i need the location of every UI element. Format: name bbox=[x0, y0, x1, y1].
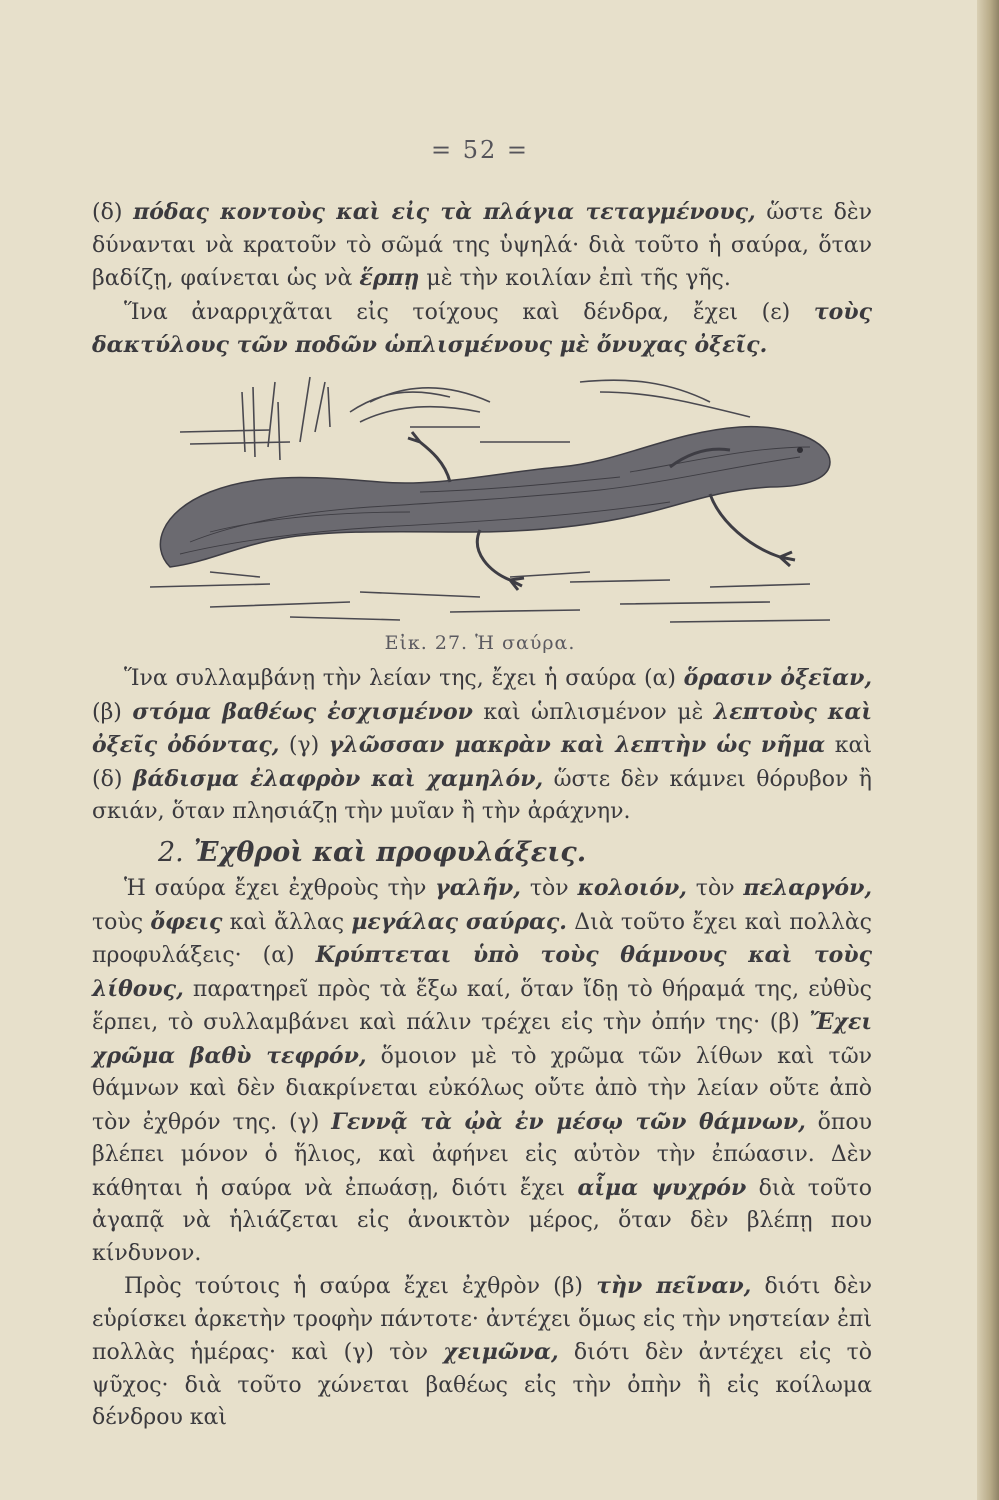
page-edge bbox=[977, 0, 999, 1500]
text-block-bottom bbox=[92, 872, 872, 1435]
figure-caption: Εἰκ. 27. Ἡ σαύρα. bbox=[384, 632, 576, 654]
lizard-illustration bbox=[150, 372, 840, 627]
paragraph-claws: Ἵνα ἀναρριχᾶται εἰς τοίχους καὶ δένδρα, ἔχει (ε) τοὺς δακτύλους τῶν ποδῶν ὡπλισμένους μὲ ὄνυχας ὀξεῖς. bbox=[92, 298, 872, 358]
section-heading bbox=[158, 837, 586, 868]
paragraph-prey: Ἵνα συλλαμβάνῃ τὴν λείαν της, ἔχει ἡ σαύρα (α) ὅρασιν ὀξεῖαν, (β) στόμα βαθέως ἐσχισμένον καὶ ὡπλισμένον μὲ λεπτοὺς καὶ ὀξεῖς ὀδόντας, (γ) γλῶσσαν μακρὰν καὶ λεπτὴν ὡς νῆμα καὶ (δ) βάδισμα ἐλαφρὸν καὶ χαμηλόν, ὥστε δὲν κάμνει θόρυβον ἢ σκιάν, ὅταν πλησιάζῃ τὴν μυῖαν ἢ τὴν ἀράχνην. bbox=[92, 665, 872, 824]
text-block-middle bbox=[92, 662, 872, 829]
text-block-top bbox=[92, 196, 872, 363]
page-number: = 52 = bbox=[430, 136, 529, 164]
paragraph-hunger-winter: Πρὸς τούτοις ἡ σαύρα ἔχει ἐχθρὸν (β) τὴν πεῖναν, διότι δὲν εὑρίσκει ἀρκετὴν τροφὴν πάντοτε· ἀντέχει ὅμως εἰς τὴν νηστείαν ἐπὶ πολλὰς ἡμέρας· καὶ (γ) τὸν χειμῶνα, διότι δὲν ἀντέχει εἰς τὸ ψῦχος· διὰ τοῦτο χώνεται βαθέως εἰς τὴν ὀπὴν ἢ εἰς κοίλωμα δένδρου καὶ bbox=[92, 1273, 872, 1430]
section-number: 2. bbox=[158, 837, 184, 868]
paragraph-enemies: Ἡ σαύρα ἔχει ἐχθροὺς τὴν γαλῆν, τὸν κολοιόν, τὸν πελαργόν, τοὺς ὄφεις καὶ ἄλλας μεγάλας σαύρας. Διὰ τοῦτο ἔχει καὶ πολλὰς προφυλάξεις· (α) Κρύπτεται ὑπὸ τοὺς θάμνους καὶ τοὺς λίθους, παρατηρεῖ πρὸς τὰ ἔξω καί, ὅταν ἴδῃ τὸ θήραμά της, εὐθὺς ἕρπει, τὸ συλλαμβάνει καὶ πάλιν τρέχει εἰς τὴν ὀπήν της· (β) Ἔχει χρῶμα βαθὺ τεφρόν, ὅμοιον μὲ τὸ χρῶμα τῶν λίθων καὶ τῶν θάμνων καὶ δὲν διακρίνεται εὐκόλως οὔτε ἀπὸ τὴν λείαν οὔτε ἀπὸ τὸν ἐχθρόν της. (γ) Γεννᾷ τὰ ᾠὰ ἐν μέσῳ τῶν θάμνων, ὅπου βλέπει μόνον ὁ ἥλιος, καὶ ἀφήνει εἰς αὐτὸν τὴν ἐπώασιν. Δὲν κάθηται ἡ σαύρα νὰ ἐπωάσῃ, διότι ἔχει αἷμα ψυχρόν διὰ τοῦτο ἀγαπᾷ νὰ ἡλιάζεται εἰς ἀνοικτὸν μέρος, ὅταν δὲν βλέπῃ που κίνδυνον. bbox=[92, 875, 873, 1266]
section-title: Ἐχθροὶ καὶ προφυλάξεις. bbox=[193, 837, 587, 868]
paragraph-legs: (δ) πόδας κοντοὺς καὶ εἰς τὰ πλάγια τεταγμένους, ὥστε δὲν δύνανται νὰ κρατοῦν τὸ σῶμά της ὑψηλά· διὰ τοῦτο ἡ σαύρα, ὅταν βαδίζῃ, φαίνεται ὡς νὰ ἕρπῃ μὲ τὴν κοιλίαν ἐπὶ τῆς γῆς. bbox=[92, 199, 873, 291]
